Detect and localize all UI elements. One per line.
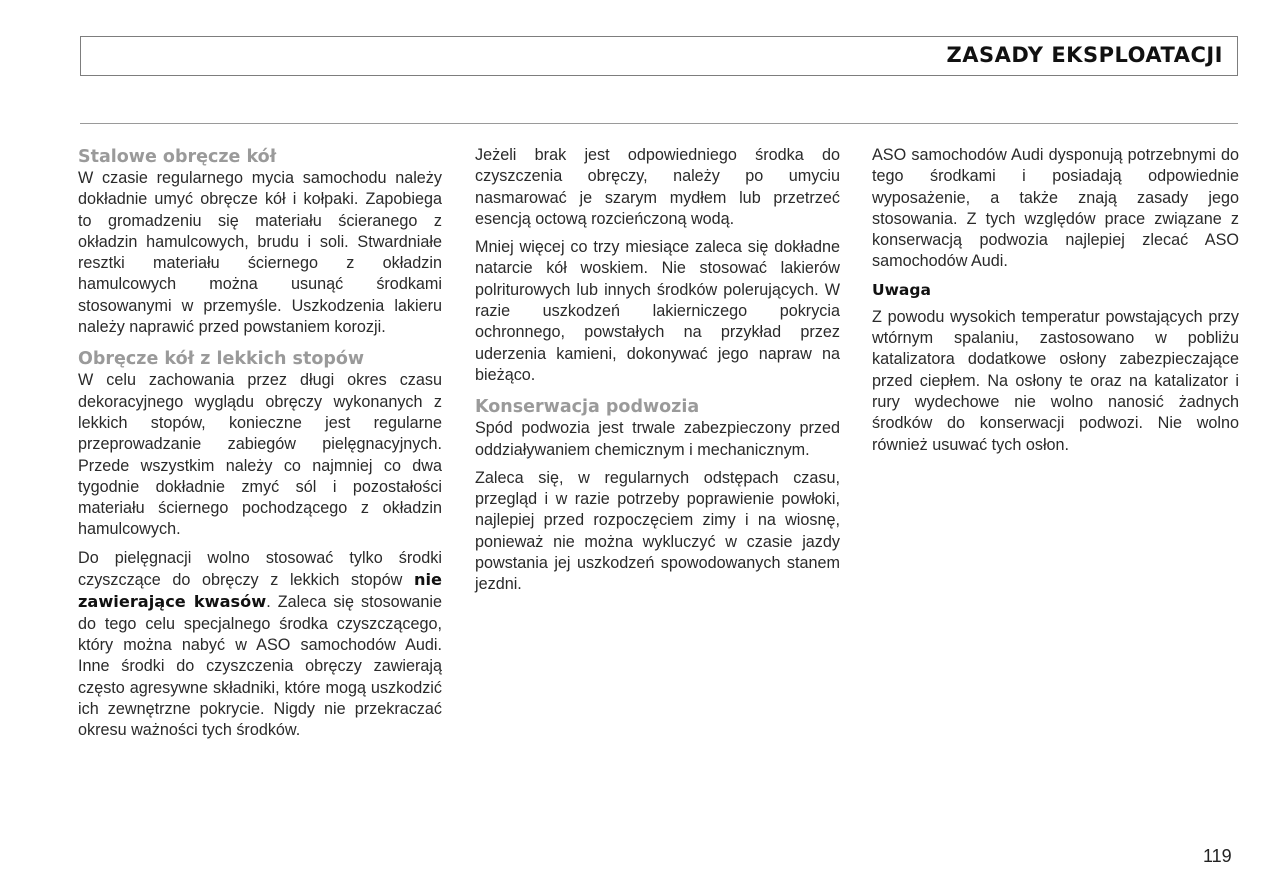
column-3 [872, 145, 1239, 463]
heading-alloy-rims: Obręcze kół z lekkich stopów [78, 349, 365, 370]
paragraph: Zaleca się, w regularnych odstępach czasu, przegląd i w razie potrzeby poprawienie powłoki, najlepiej przed rozpoczęciem zimy i na wiosnę, ponieważ nie można wykluczyć w czasie jazdy powstania jej uszkodzeń spowodowanych stanem jezdni. [475, 468, 840, 594]
paragraph: W celu zachowania przez długi okres czasu dekoracyjnego wyglądu obręczy wykonanych z lekkich stopów, konieczne jest regularne przeprowadzanie zabiegów pielęgnacyjnych. Przede wszystkim należy co najmniej co dwa tygodnie dokładnie zmyć sól i pozostałości materiału ściernego pochodzącego z okładzin hamulcowych. [78, 371, 442, 539]
text-span: Do pielęgnacji wolno stosować tylko środki czyszczące do obręczy z lekkich stopów [78, 548, 442, 590]
heading-steel-rims: Stalowe obręcze kół [78, 147, 277, 167]
column-1 [78, 146, 442, 748]
paragraph: ASO samochodów Audi dysponują potrzebnymi do tego środkami i posiadają odpowiednie wyposażenie, a także znają zasady jego stosowania. Z tych względów prace związane z konserwacją podwozia najlepiej zlecać ASO samochodów Audi. [872, 146, 1239, 271]
page-number: 119 [1203, 846, 1232, 866]
paragraph: Z powodu wysokich temperatur powstających przy wtórnym spalaniu, zastosowano w pobliżu katalizatora dodatkowe osłony zabezpieczające przed ciepłem. Na osłony te oraz na katalizator i rury wydechowe nie wolno nanosić żadnych środków do konserwacji podwozi. Nie wolno również usuwać tych osłon. [872, 307, 1239, 454]
section-title: ZASADY EKSPLOATACJI [946, 43, 1223, 67]
header-box [80, 36, 1238, 76]
header-divider [80, 123, 1238, 124]
warning-heading: Uwaga [872, 280, 931, 299]
paragraph: W czasie regularnego mycia samochodu należy dokładnie umyć obręcze kół i kołpaki. Zapobiega to gromadzeniu się materiału ścieranego z okładzin hamulcowych, brudu i soli. Stwardniałe resztki materiału ściernego z okładzin hamulcowych można usunąć środkami stosowanymi w przemyśle. Uszkodzenia lakieru należy naprawić przed powstaniem korozji. [78, 169, 442, 337]
paragraph: Spód podwozia jest trwale zabezpieczony przed oddziaływaniem chemicznym i mechanicznym. [475, 419, 840, 459]
paragraph: Mniej więcej co trzy miesiące zaleca się dokładne natarcie kół woskiem. Nie stosować lakierów polriturowych lub innych środków polerujących. W razie uszkodzeń lakierniczego pokrycia ochronnego, powstałych na przykład przez uderzenia kamieni, dokonywać jego napraw na bieżąco. [475, 238, 840, 384]
emphasis-no-acids: nie zawierające kwasów [78, 570, 442, 612]
heading-underbody: Konserwacja podwozia [475, 397, 700, 418]
paragraph [78, 548, 442, 742]
text-span: . Zaleca się stosowanie do tego celu specjalnego środka czyszczącego, który można nabyć w ASO samochodów Audi. Inne środki do czyszczenia obręczy zawierają często agresywne składniki, które mogą uszkodzić ich zewnętrzne pokrycie. Nigdy nie przekraczać okresu ważności tych środków. [78, 593, 442, 740]
paragraph: Jeżeli brak jest odpowiedniego środka do czyszczenia obręczy, należy po umyciu nasmarować je szarym mydłem lub przetrzeć esencją octową rozcieńczoną wodą. [475, 146, 840, 228]
column-2 [475, 145, 840, 603]
